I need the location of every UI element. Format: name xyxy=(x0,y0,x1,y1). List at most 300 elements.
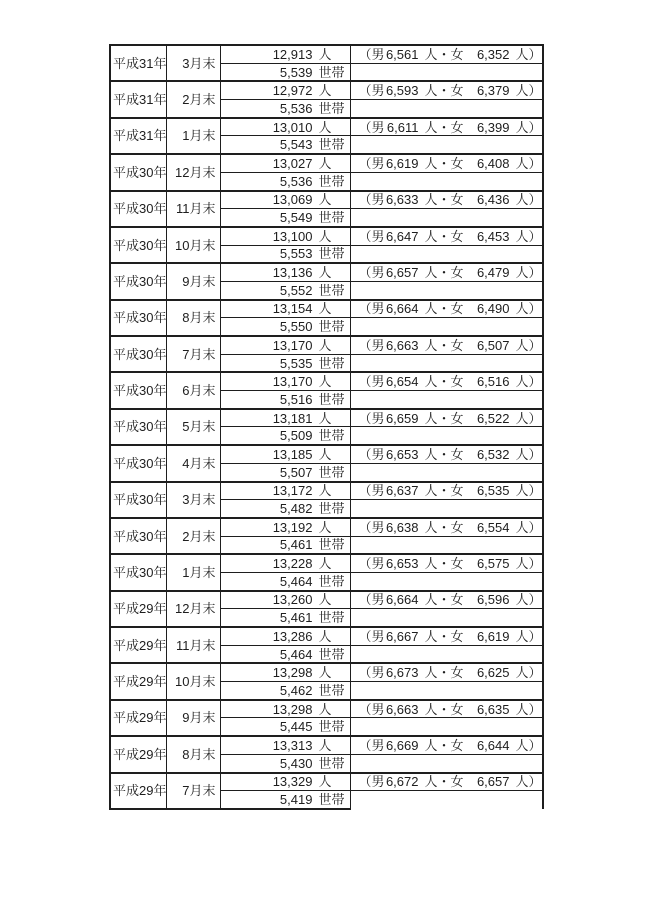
population-value: 13,154 xyxy=(272,301,313,317)
households-unit: 世帯 xyxy=(318,319,345,335)
gender-breakdown-cell xyxy=(351,700,543,718)
female-unit-close: 人） xyxy=(515,446,542,462)
households-value: 5,464 xyxy=(279,573,313,589)
gender-breakdown-cell xyxy=(351,773,543,791)
male-label: （男 xyxy=(358,83,385,99)
empty-cell xyxy=(351,609,543,627)
male-label: （男 xyxy=(358,483,385,499)
gender-breakdown-cell xyxy=(351,482,543,500)
population-unit: 人 xyxy=(318,46,332,62)
population-value: 13,010 xyxy=(272,119,313,135)
population-cell xyxy=(221,700,351,718)
female-unit-close: 人） xyxy=(515,665,542,681)
female-value: 6,453 xyxy=(476,228,510,244)
table-row xyxy=(110,336,543,354)
female-value: 6,635 xyxy=(476,701,510,717)
male-unit-female-label: 人・女 xyxy=(424,737,464,753)
households-unit: 世帯 xyxy=(318,464,345,480)
era-year-cell: 平成30年 xyxy=(110,554,167,590)
gender-breakdown-cell xyxy=(351,736,543,754)
households-unit: 世帯 xyxy=(318,755,345,771)
households-unit: 世帯 xyxy=(318,573,345,589)
households-cell xyxy=(221,391,351,409)
male-value: 6,633 xyxy=(385,192,419,208)
table-row xyxy=(110,591,543,609)
households-unit: 世帯 xyxy=(318,282,345,298)
population-cell xyxy=(221,336,351,354)
households-value: 5,464 xyxy=(279,646,313,662)
era-year-cell: 平成30年 xyxy=(110,518,167,554)
households-unit: 世帯 xyxy=(318,355,345,371)
era-year-cell: 平成30年 xyxy=(110,227,167,263)
population-unit: 人 xyxy=(318,774,332,790)
empty-cell xyxy=(351,245,543,263)
era-year-cell: 平成30年 xyxy=(110,372,167,408)
era-year-cell: 平成30年 xyxy=(110,409,167,445)
female-unit-close: 人） xyxy=(515,83,542,99)
households-cell xyxy=(221,536,351,554)
female-unit-close: 人） xyxy=(515,774,542,790)
population-cell xyxy=(221,591,351,609)
empty-cell xyxy=(351,682,543,700)
empty-cell xyxy=(351,645,543,663)
male-label: （男 xyxy=(358,46,385,62)
population-cell xyxy=(221,409,351,427)
male-label: （男 xyxy=(358,701,385,717)
population-cell xyxy=(221,154,351,172)
male-value: 6,654 xyxy=(385,374,419,390)
female-value: 6,516 xyxy=(476,374,510,390)
month-cell: 10月末 xyxy=(167,663,221,699)
gender-breakdown-cell xyxy=(351,154,543,172)
era-year-cell: 平成31年 xyxy=(110,45,167,81)
male-label: （男 xyxy=(358,228,385,244)
male-label: （男 xyxy=(358,592,385,608)
month-cell: 9月末 xyxy=(167,263,221,299)
empty-cell xyxy=(351,500,543,518)
era-year-cell: 平成30年 xyxy=(110,154,167,190)
population-cell xyxy=(221,482,351,500)
female-unit-close: 人） xyxy=(515,119,542,135)
male-value: 6,667 xyxy=(385,628,419,644)
male-value: 6,672 xyxy=(385,774,419,790)
gender-breakdown-cell xyxy=(351,336,543,354)
households-cell xyxy=(221,427,351,445)
male-label: （男 xyxy=(358,192,385,208)
table-row xyxy=(110,227,543,245)
population-cell xyxy=(221,627,351,645)
table-row xyxy=(110,409,543,427)
population-cell xyxy=(221,227,351,245)
population-cell xyxy=(221,554,351,572)
female-unit-close: 人） xyxy=(515,374,542,390)
female-value: 6,575 xyxy=(476,556,510,572)
households-cell xyxy=(221,463,351,481)
gender-breakdown-cell xyxy=(351,554,543,572)
month-cell: 11月末 xyxy=(167,191,221,227)
month-cell: 7月末 xyxy=(167,336,221,372)
male-unit-female-label: 人・女 xyxy=(424,374,464,390)
female-value: 6,490 xyxy=(476,301,510,317)
month-cell: 8月末 xyxy=(167,300,221,336)
month-cell: 3月末 xyxy=(167,45,221,81)
month-cell: 12月末 xyxy=(167,154,221,190)
male-unit-female-label: 人・女 xyxy=(424,83,464,99)
male-value: 6,659 xyxy=(385,410,419,426)
population-value: 13,170 xyxy=(272,337,313,353)
households-value: 5,509 xyxy=(279,428,313,444)
female-unit-close: 人） xyxy=(515,519,542,535)
table-row xyxy=(110,663,543,681)
table-row xyxy=(110,191,543,209)
female-value: 6,657 xyxy=(476,774,510,790)
female-value: 6,596 xyxy=(476,592,510,608)
male-label: （男 xyxy=(358,155,385,171)
population-cell xyxy=(221,118,351,136)
male-unit-female-label: 人・女 xyxy=(424,628,464,644)
empty-cell xyxy=(351,318,543,336)
households-value: 5,535 xyxy=(279,355,313,371)
households-value: 5,462 xyxy=(279,682,313,698)
month-cell: 2月末 xyxy=(167,518,221,554)
era-year-cell: 平成31年 xyxy=(110,118,167,154)
male-value: 6,664 xyxy=(385,301,419,317)
male-label: （男 xyxy=(358,374,385,390)
population-table xyxy=(109,44,544,810)
households-unit: 世帯 xyxy=(318,682,345,698)
households-unit: 世帯 xyxy=(318,210,345,226)
female-unit-close: 人） xyxy=(515,628,542,644)
empty-cell xyxy=(351,100,543,118)
table-row xyxy=(110,45,543,63)
population-unit: 人 xyxy=(318,665,332,681)
era-year-cell: 平成30年 xyxy=(110,300,167,336)
month-cell: 4月末 xyxy=(167,445,221,481)
female-unit-close: 人） xyxy=(515,483,542,499)
month-cell: 9月末 xyxy=(167,700,221,736)
female-value: 6,619 xyxy=(476,628,510,644)
male-unit-female-label: 人・女 xyxy=(424,228,464,244)
table-row xyxy=(110,736,543,754)
female-value: 6,399 xyxy=(476,119,510,135)
households-unit: 世帯 xyxy=(318,173,345,189)
population-unit: 人 xyxy=(318,410,332,426)
male-value: 6,653 xyxy=(385,446,419,462)
population-value: 13,027 xyxy=(272,155,313,171)
male-value: 6,561 xyxy=(385,46,419,62)
male-value: 6,663 xyxy=(385,701,419,717)
month-cell: 7月末 xyxy=(167,773,221,809)
population-unit: 人 xyxy=(318,592,332,608)
households-cell xyxy=(221,63,351,81)
empty-cell xyxy=(351,172,543,190)
population-value: 13,181 xyxy=(272,410,313,426)
female-value: 6,625 xyxy=(476,665,510,681)
population-cell xyxy=(221,300,351,318)
households-unit: 世帯 xyxy=(318,246,345,262)
households-unit: 世帯 xyxy=(318,792,345,808)
households-unit: 世帯 xyxy=(318,537,345,553)
households-value: 5,461 xyxy=(279,610,313,626)
gender-breakdown-cell xyxy=(351,227,543,245)
female-unit-close: 人） xyxy=(515,337,542,353)
female-unit-close: 人） xyxy=(515,265,542,281)
table-row xyxy=(110,372,543,390)
households-cell xyxy=(221,572,351,590)
male-value: 6,638 xyxy=(385,519,419,535)
population-unit: 人 xyxy=(318,301,332,317)
population-value: 13,172 xyxy=(272,483,313,499)
male-value: 6,637 xyxy=(385,483,419,499)
male-label: （男 xyxy=(358,774,385,790)
female-value: 6,352 xyxy=(476,46,510,62)
female-value: 6,436 xyxy=(476,192,510,208)
population-unit: 人 xyxy=(318,446,332,462)
population-cell xyxy=(221,445,351,463)
gender-breakdown-cell xyxy=(351,45,543,63)
population-value: 13,260 xyxy=(272,592,313,608)
male-unit-female-label: 人・女 xyxy=(424,410,464,426)
male-unit-female-label: 人・女 xyxy=(424,46,464,62)
empty-cell xyxy=(351,136,543,154)
empty-cell xyxy=(351,391,543,409)
households-unit: 世帯 xyxy=(318,610,345,626)
population-unit: 人 xyxy=(318,556,332,572)
era-year-cell: 平成29年 xyxy=(110,773,167,809)
table-row xyxy=(110,81,543,99)
month-cell: 11月末 xyxy=(167,627,221,663)
female-unit-close: 人） xyxy=(515,556,542,572)
male-unit-female-label: 人・女 xyxy=(424,119,464,135)
population-unit: 人 xyxy=(318,119,332,135)
male-unit-female-label: 人・女 xyxy=(424,592,464,608)
population-cell xyxy=(221,263,351,281)
table-row xyxy=(110,300,543,318)
male-unit-female-label: 人・女 xyxy=(424,265,464,281)
population-unit: 人 xyxy=(318,701,332,717)
male-value: 6,657 xyxy=(385,265,419,281)
households-value: 5,552 xyxy=(279,282,313,298)
population-table-body xyxy=(110,45,543,809)
female-value: 6,507 xyxy=(476,337,510,353)
month-cell: 10月末 xyxy=(167,227,221,263)
table-row xyxy=(110,554,543,572)
population-unit: 人 xyxy=(318,83,332,99)
male-unit-female-label: 人・女 xyxy=(424,556,464,572)
female-unit-close: 人） xyxy=(515,737,542,753)
male-unit-female-label: 人・女 xyxy=(424,301,464,317)
male-label: （男 xyxy=(358,556,385,572)
female-unit-close: 人） xyxy=(515,701,542,717)
population-value: 13,069 xyxy=(272,192,313,208)
male-value: 6,611 xyxy=(386,119,419,135)
female-unit-close: 人） xyxy=(515,228,542,244)
female-unit-close: 人） xyxy=(515,410,542,426)
month-cell: 8月末 xyxy=(167,736,221,772)
empty-cell xyxy=(351,63,543,81)
population-unit: 人 xyxy=(318,374,332,390)
population-cell xyxy=(221,773,351,791)
male-unit-female-label: 人・女 xyxy=(424,337,464,353)
population-value: 13,313 xyxy=(272,737,313,753)
households-cell xyxy=(221,100,351,118)
households-unit: 世帯 xyxy=(318,428,345,444)
population-value: 12,913 xyxy=(272,46,313,62)
empty-cell xyxy=(351,281,543,299)
female-value: 6,535 xyxy=(476,483,510,499)
gender-breakdown-cell xyxy=(351,663,543,681)
households-cell xyxy=(221,281,351,299)
population-unit: 人 xyxy=(318,228,332,244)
households-cell xyxy=(221,354,351,372)
population-value: 13,298 xyxy=(272,701,313,717)
male-value: 6,593 xyxy=(385,83,419,99)
female-value: 6,479 xyxy=(476,265,510,281)
table-row xyxy=(110,154,543,172)
table-row xyxy=(110,118,543,136)
population-unit: 人 xyxy=(318,737,332,753)
male-unit-female-label: 人・女 xyxy=(424,774,464,790)
households-unit: 世帯 xyxy=(318,100,345,116)
female-unit-close: 人） xyxy=(515,46,542,62)
households-value: 5,539 xyxy=(279,64,313,80)
households-cell xyxy=(221,172,351,190)
era-year-cell: 平成29年 xyxy=(110,700,167,736)
gender-breakdown-cell xyxy=(351,591,543,609)
population-cell xyxy=(221,663,351,681)
table-row xyxy=(110,482,543,500)
population-unit: 人 xyxy=(318,337,332,353)
households-cell xyxy=(221,209,351,227)
gender-breakdown-cell xyxy=(351,627,543,645)
households-value: 5,543 xyxy=(279,137,313,153)
month-cell: 12月末 xyxy=(167,591,221,627)
male-unit-female-label: 人・女 xyxy=(424,192,464,208)
households-unit: 世帯 xyxy=(318,719,345,735)
households-value: 5,430 xyxy=(279,755,313,771)
male-label: （男 xyxy=(358,265,385,281)
male-value: 6,663 xyxy=(385,337,419,353)
households-cell xyxy=(221,718,351,736)
households-value: 5,461 xyxy=(279,537,313,553)
month-cell: 6月末 xyxy=(167,372,221,408)
era-year-cell: 平成29年 xyxy=(110,736,167,772)
households-unit: 世帯 xyxy=(318,391,345,407)
gender-breakdown-cell xyxy=(351,518,543,536)
population-unit: 人 xyxy=(318,483,332,499)
population-value: 13,286 xyxy=(272,628,313,644)
population-unit: 人 xyxy=(318,192,332,208)
female-unit-close: 人） xyxy=(515,192,542,208)
era-year-cell: 平成30年 xyxy=(110,191,167,227)
male-unit-female-label: 人・女 xyxy=(424,155,464,171)
era-year-cell: 平成31年 xyxy=(110,81,167,117)
households-cell xyxy=(221,245,351,263)
households-unit: 世帯 xyxy=(318,501,345,517)
households-cell xyxy=(221,500,351,518)
empty-cell xyxy=(351,209,543,227)
empty-cell xyxy=(351,754,543,772)
empty-cell xyxy=(351,791,543,809)
population-value: 13,228 xyxy=(272,556,313,572)
empty-cell xyxy=(351,427,543,445)
month-cell: 5月末 xyxy=(167,409,221,445)
male-value: 6,664 xyxy=(385,592,419,608)
households-unit: 世帯 xyxy=(318,64,345,80)
table-row xyxy=(110,700,543,718)
households-value: 5,553 xyxy=(279,246,313,262)
population-cell xyxy=(221,372,351,390)
female-value: 6,408 xyxy=(476,155,510,171)
female-value: 6,532 xyxy=(476,446,510,462)
male-unit-female-label: 人・女 xyxy=(424,665,464,681)
male-label: （男 xyxy=(358,301,385,317)
table-row xyxy=(110,627,543,645)
gender-breakdown-cell xyxy=(351,81,543,99)
population-cell xyxy=(221,45,351,63)
households-value: 5,419 xyxy=(279,792,313,808)
empty-cell xyxy=(351,463,543,481)
male-value: 6,673 xyxy=(385,665,419,681)
era-year-cell: 平成30年 xyxy=(110,482,167,518)
gender-breakdown-cell xyxy=(351,372,543,390)
households-value: 5,550 xyxy=(279,319,313,335)
households-value: 5,536 xyxy=(279,100,313,116)
population-unit: 人 xyxy=(318,519,332,535)
population-value: 13,329 xyxy=(272,774,313,790)
male-label: （男 xyxy=(358,665,385,681)
male-unit-female-label: 人・女 xyxy=(424,701,464,717)
households-cell xyxy=(221,609,351,627)
population-unit: 人 xyxy=(318,628,332,644)
era-year-cell: 平成30年 xyxy=(110,263,167,299)
population-value: 13,136 xyxy=(272,265,313,281)
table-row xyxy=(110,518,543,536)
gender-breakdown-cell xyxy=(351,445,543,463)
era-year-cell: 平成30年 xyxy=(110,336,167,372)
population-value: 13,298 xyxy=(272,665,313,681)
population-cell xyxy=(221,191,351,209)
empty-cell xyxy=(351,718,543,736)
era-year-cell: 平成29年 xyxy=(110,663,167,699)
male-value: 6,619 xyxy=(385,155,419,171)
table-row xyxy=(110,263,543,281)
female-value: 6,522 xyxy=(476,410,510,426)
households-value: 5,536 xyxy=(279,173,313,189)
empty-cell xyxy=(351,572,543,590)
households-cell xyxy=(221,136,351,154)
male-unit-female-label: 人・女 xyxy=(424,519,464,535)
male-label: （男 xyxy=(358,628,385,644)
female-value: 6,644 xyxy=(476,737,510,753)
households-cell xyxy=(221,682,351,700)
month-cell: 1月末 xyxy=(167,118,221,154)
month-cell: 3月末 xyxy=(167,482,221,518)
male-unit-female-label: 人・女 xyxy=(424,483,464,499)
female-value: 6,554 xyxy=(476,519,510,535)
table-row xyxy=(110,445,543,463)
population-cell xyxy=(221,518,351,536)
era-year-cell: 平成30年 xyxy=(110,445,167,481)
households-value: 5,549 xyxy=(279,210,313,226)
female-unit-close: 人） xyxy=(515,301,542,317)
male-label: （男 xyxy=(358,337,385,353)
population-value: 13,100 xyxy=(272,228,313,244)
population-cell xyxy=(221,736,351,754)
households-value: 5,482 xyxy=(279,501,313,517)
male-unit-female-label: 人・女 xyxy=(424,446,464,462)
households-cell xyxy=(221,318,351,336)
